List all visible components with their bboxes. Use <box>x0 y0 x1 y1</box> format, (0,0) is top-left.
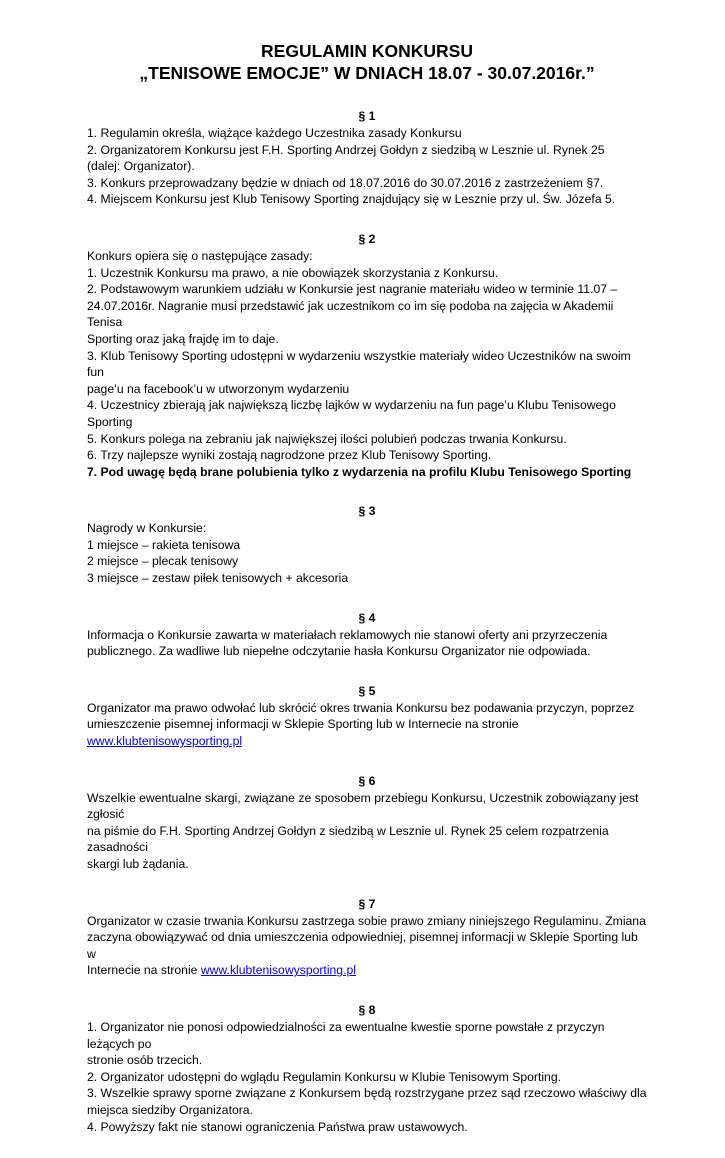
section-8 <box>87 1002 647 1135</box>
paragraph-line: Informacja o Konkursie zawarta w materiałach reklamowych nie stanowi oferty ani przyrzeczenia <box>87 627 608 642</box>
paragraph-line: 2. Organizatorem Konkursu jest F.H. Sporting Andrzej Gołdyn z siedzibą w Lesznie ul. Rynek 25 <box>87 142 605 157</box>
title-block <box>87 40 647 84</box>
paragraph-line: stronie osób trzecich. <box>87 1053 203 1068</box>
paragraph-line: 1. Regulamin określa, wiążące każdego Uczestnika zasady Konkursu <box>87 126 462 140</box>
section-2 <box>87 231 647 480</box>
website-link[interactable]: www.klubtenisowysporting.pl <box>87 734 243 749</box>
section-heading: § 7 <box>358 896 376 911</box>
paragraph-line: 3. Klub Tenisowy Sporting udostępni w wydarzeniu wszystkie materiały wideo Uczestników na swoim fun <box>87 348 631 380</box>
paragraph-line: Organizator ma prawo odwołać lub skrócić okres trwania Konkursu bez podawania przyczyn, poprzez <box>87 700 635 715</box>
paragraph-line: Sporting oraz jaką frajdę im to daje. <box>87 331 279 346</box>
section-7 <box>87 896 647 979</box>
prize-item: 1 miejsce – rakieta tenisowa <box>87 537 241 552</box>
document-subtitle: „TENISOWE EMOCJE” W DNIACH 18.07 - 30.07.2016r.” <box>139 63 595 83</box>
paragraph-line: 6. Trzy najlepsze wyniki zostają nagrodzone przez Klub Tenisowy Sporting. <box>87 448 492 463</box>
paragraph-line: 1. Organizator nie ponosi odpowiedzialności za ewentualne kwestie sporne powstałe z przyczyn leżących po <box>87 1019 605 1051</box>
paragraph-line <box>87 962 647 979</box>
website-link[interactable]: www.klubtenisowysporting.pl <box>200 963 356 978</box>
paragraph-line: umieszczenie pisemnej informacji w Sklepie Sporting lub w Internecie na stronie <box>87 717 519 732</box>
document-page <box>87 40 647 1158</box>
paragraph-line: 3. Konkurs przeprowadzany będzie w dniach od 18.07.2016 do 30.07.2016 z zastrzeżeniem §7. <box>87 175 604 190</box>
bold-rule-line: 7. Pod uwagę będą brane polubienia tylko z wydarzenia na profilu Klubu Tenisowego Sporting <box>87 464 632 479</box>
paragraph-line: skargi lub żądania. <box>87 857 189 871</box>
paragraph-line: 2. Organizator udostępni do wglądu Regulamin Konkursu w Klubie Tenisowym Sporting. <box>87 1069 561 1084</box>
section-heading: § 5 <box>358 683 376 698</box>
prize-item: 3 miejsce – zestaw piłek tenisowych + akcesoria <box>87 571 349 586</box>
section-3 <box>87 503 647 586</box>
paragraph-line: 4. Powyższy fakt nie stanowi ograniczenia Państwa praw ustawowych. <box>87 1119 468 1134</box>
paragraph-line: 4. Uczestnicy zbierają jak największą liczbę lajków w wydarzeniu na fun page’u Klubu Tenisowego Sporting <box>87 398 616 429</box>
paragraph-line <box>87 733 647 750</box>
paragraph-line: 24.07.2016r. Nagranie musi przedstawić jak uczestnikom co im się podoba na zajęcia w Akademii Tenisa <box>87 298 614 330</box>
section-heading: § 3 <box>358 504 376 519</box>
prize-item: 2 miejsce – plecak tenisowy <box>87 554 239 569</box>
section-heading: § 8 <box>358 1002 376 1017</box>
section-4 <box>87 610 647 660</box>
paragraph-line: Nagrody w Konkursie: <box>87 521 207 536</box>
section-heading: § 4 <box>358 610 376 625</box>
paragraph-line: 3. Wszelkie sprawy sporne związane z Konkursem będą rozstrzygane przez sąd rzeczowo właściwy dla <box>87 1086 647 1101</box>
section-heading: § 2 <box>358 231 376 246</box>
paragraph-line: 5. Konkurs polega na zebraniu jak największej ilości polubień podczas trwania Konkursu. <box>87 431 567 446</box>
paragraph-line: (dalej: Organizator). <box>87 159 195 174</box>
paragraph-line: na piśmie do F.H. Sporting Andrzej Gołdyn z siedzibą w Lesznie ul. Rynek 25 celem rozpatrzenia zasadności <box>87 823 609 855</box>
document-title: REGULAMIN KONKURSU <box>261 41 473 61</box>
section-6 <box>87 773 647 873</box>
paragraph-line: 2. Podstawowym warunkiem udziału w Konkursie jest nagranie materiału wideo w terminie 11.07 – <box>87 282 618 297</box>
paragraph-line: zaczyna obowiązywać od dnia umieszczenia odpowiedniej, pisemnej informacji w Sklepie Sporting lub w <box>87 930 638 961</box>
paragraph-line: Wszelkie ewentualne skargi, związane ze sposobem przebiegu Konkursu, Uczestnik zobowiązany jest zgłosić <box>87 790 639 822</box>
paragraph-line: publicznego. Za wadliwe lub niepełne odczytanie hasła Konkursu Organizator nie odpowiada. <box>87 644 591 659</box>
paragraph-line: Konkurs opiera się o następujące zasady: <box>87 248 313 263</box>
link-prefix-text: Internecie na stronie <box>87 963 201 978</box>
section-heading: § 1 <box>358 109 376 123</box>
paragraph-line: 4. Miejscem Konkursu jest Klub Tenisowy Sporting znajdujący się w Lesznie przy ul. Św. Józefa 5. <box>87 192 616 207</box>
paragraph-line: miejsca siedziby Organizatora. <box>87 1102 253 1117</box>
section-heading: § 6 <box>358 773 376 788</box>
section-5 <box>87 683 647 750</box>
paragraph-line: page’u na facebook’u w utworzonym wydarzeniu <box>87 381 350 396</box>
paragraph-line: 1. Uczestnik Konkursu ma prawo, a nie obowiązek skorzystania z Konkursu. <box>87 265 499 280</box>
paragraph-line: Organizator w czasie trwania Konkursu zastrzega sobie prawo zmiany niniejszego Regulaminu. Zmiana <box>87 913 646 928</box>
section-1 <box>87 108 647 208</box>
